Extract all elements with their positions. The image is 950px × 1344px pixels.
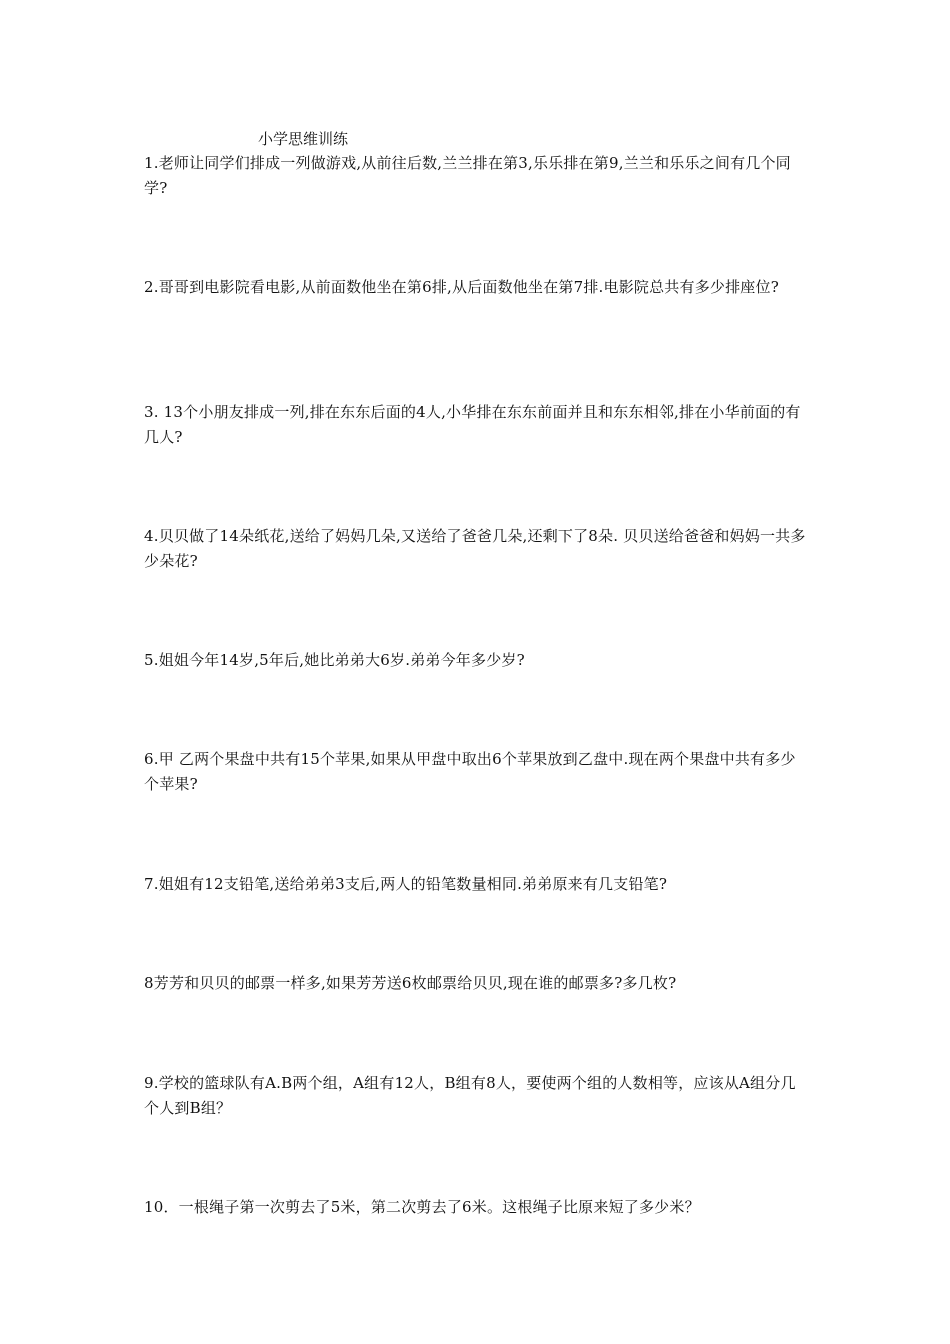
question-2: 2.哥哥到电影院看电影,从前面数他坐在第6排,从后面数他坐在第7排.电影院总共有多少排座位? — [144, 278, 779, 296]
question-3: 3. 13个小朋友排成一列,排在东东后面的4人,小华排在东东前面并且和东东相邻,排在小华前面的有几人? — [144, 403, 801, 446]
question-9: 9.学校的篮球队有A.B两个组，A组有12人，B组有8人，要使两个组的人数相等，应该从A组分几个人到B组？ — [144, 1074, 796, 1117]
question-8: 8芳芳和贝贝的邮票一样多,如果芳芳送6枚邮票给贝贝,现在谁的邮票多?多几枚? — [144, 974, 677, 992]
question-7: 7.姐姐有12支铅笔,送给弟弟3支后,两人的铅笔数量相同.弟弟原来有几支铅笔? — [144, 875, 668, 893]
question-4: 4.贝贝做了14朵纸花,送给了妈妈几朵,又送给了爸爸几朵,还剩下了8朵. 贝贝送给爸爸和妈妈一共多少朵花? — [144, 527, 806, 570]
question-1: 1.老师让同学们排成一列做游戏,从前往后数,兰兰排在第3,乐乐排在第9,兰兰和乐乐之间有几个同学? — [144, 154, 791, 197]
question-6: 6.甲 乙两个果盘中共有15个苹果,如果从甲盘中取出6个苹果放到乙盘中.现在两个果盘中共有多少个苹果? — [144, 750, 796, 793]
question-5: 5.姐姐今年14岁,5年后,她比弟弟大6岁.弟弟今年多少岁? — [144, 651, 525, 669]
question-10: 10．一根绳子第一次剪去了5米，第二次剪去了6米。这根绳子比原来短了多少米？ — [144, 1198, 700, 1216]
page-title: 小学思维训练 — [258, 130, 349, 148]
